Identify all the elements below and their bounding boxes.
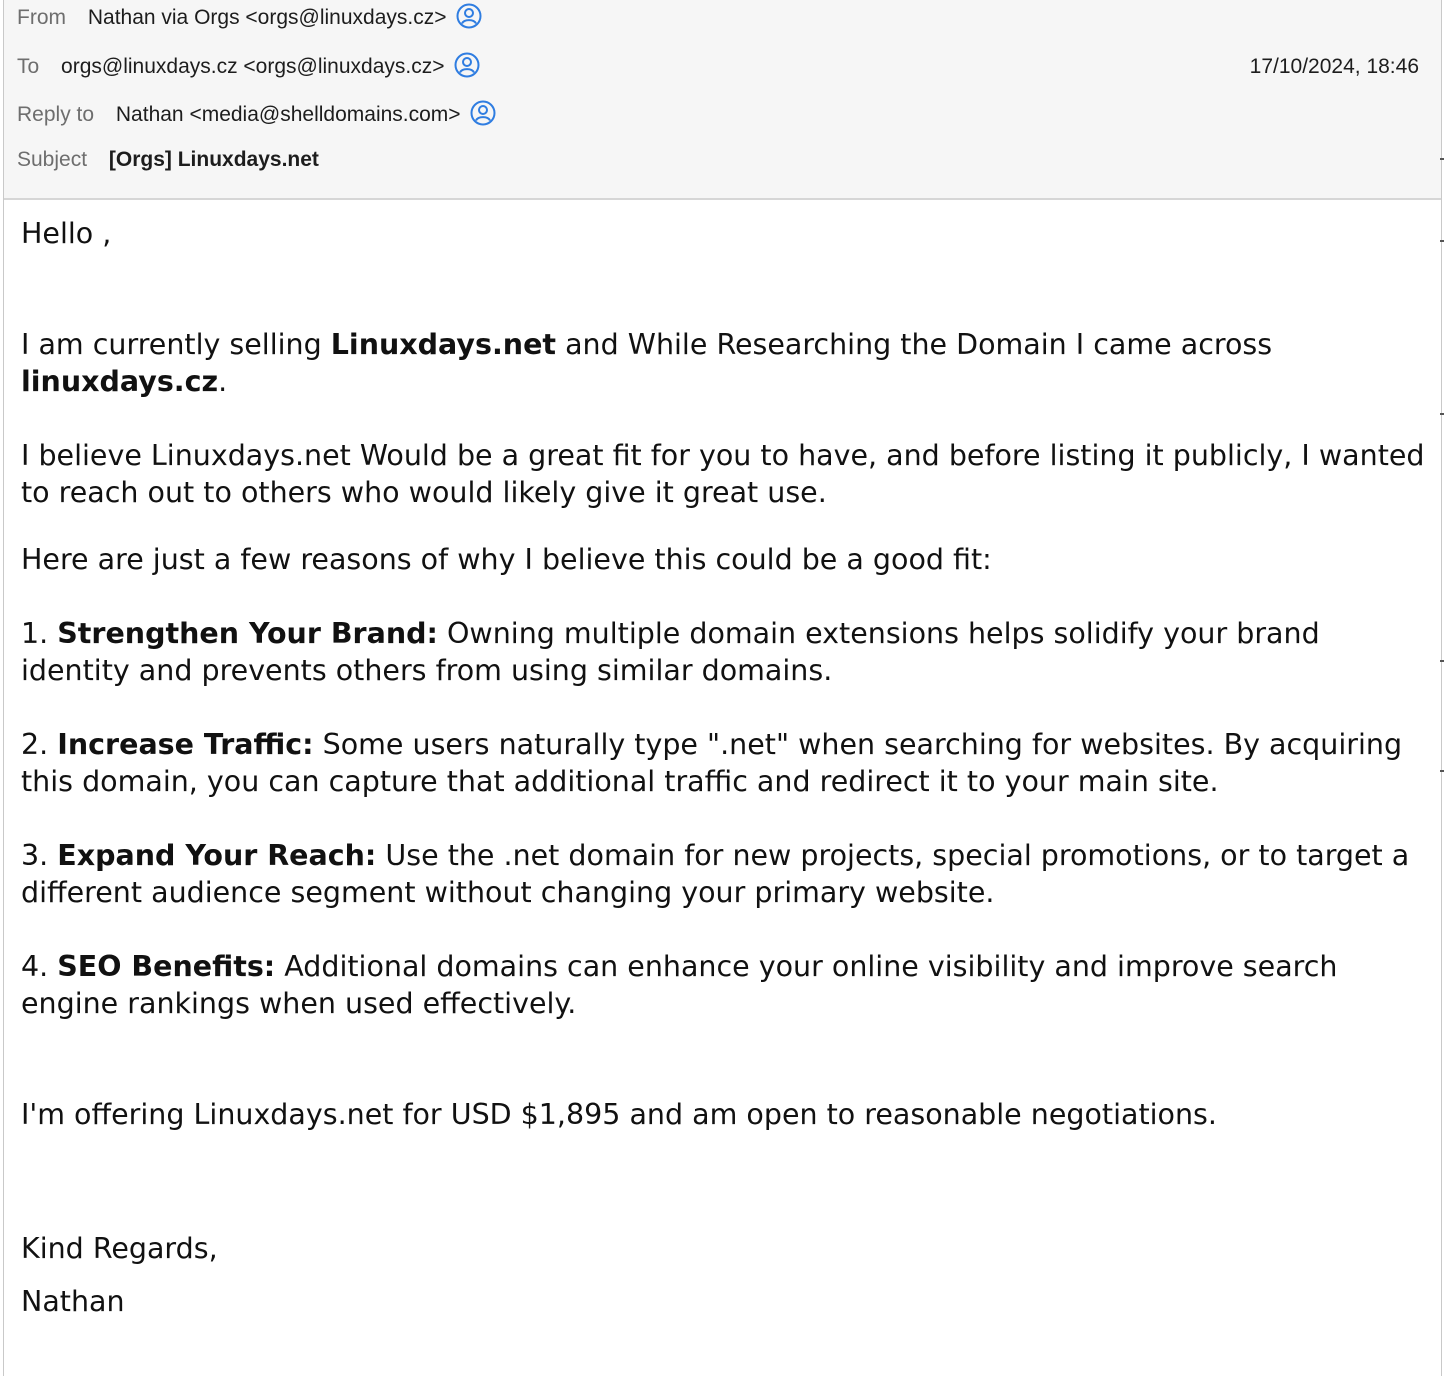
message-date: 17/10/2024, 18:46 (1249, 55, 1419, 78)
subject-row (17, 145, 319, 175)
edge-marker (1440, 413, 1444, 415)
from-row (17, 3, 482, 33)
message-header (4, 0, 1441, 200)
reason-item (21, 726, 1431, 800)
from-label: From (17, 6, 66, 29)
contact-icon[interactable] (454, 52, 480, 78)
reason-title: SEO Benefits: (57, 950, 276, 983)
reason-number: 3. (21, 839, 58, 872)
edge-marker (1440, 770, 1444, 772)
reason-title: Strengthen Your Brand: (57, 617, 438, 650)
edge-marker (1440, 158, 1444, 160)
intro-text: . (218, 365, 228, 398)
message-body (21, 215, 1431, 1320)
domain-for-sale: Linuxdays.net (330, 328, 557, 361)
reasons-intro: Here are just a few reasons of why I believe this could be a good fit: (21, 543, 992, 576)
intro-text: I am currently selling (21, 328, 331, 361)
reason-number: 1. (21, 617, 58, 650)
subject-text: [Orgs] Linuxdays.net (108, 148, 319, 171)
reply-to-address[interactable]: Nathan <media@shelldomains.com> (115, 103, 461, 126)
recipient-domain: linuxdays.cz (21, 365, 219, 398)
reason-title: Increase Traffic: (57, 728, 314, 761)
to-row (17, 52, 480, 82)
reply-to-label: Reply to (17, 103, 95, 126)
reason-text: Use the .net domain for new projects, special promotions, or to target a different audience segment without changing your primary website. (21, 839, 1410, 909)
reason-title: Expand Your Reach: (57, 839, 377, 872)
intro-paragraph (21, 326, 1431, 400)
reply-to-row (17, 100, 496, 130)
reason-number: 2. (21, 728, 58, 761)
signature: Nathan (21, 1285, 125, 1318)
reason-text: Additional domains can enhance your online visibility and improve search engine rankings when used effectively. (21, 950, 1338, 1020)
to-address[interactable]: orgs@linuxdays.cz <orgs@linuxdays.cz> (61, 55, 445, 78)
subject-label: Subject (17, 148, 88, 171)
reason-number: 4. (21, 950, 58, 983)
edge-marker (1440, 660, 1444, 662)
greeting: Hello , (21, 217, 112, 250)
email-message-window (3, 0, 1442, 1376)
reason-item (21, 948, 1431, 1022)
from-address[interactable]: Nathan via Orgs <orgs@linuxdays.cz> (87, 6, 447, 29)
reason-item (21, 837, 1431, 911)
reason-item (21, 615, 1431, 689)
offer-paragraph: I'm offering Linuxdays.net for USD $1,895 and am open to reasonable negotiations. (21, 1098, 1217, 1131)
closing: Kind Regards, (21, 1232, 218, 1265)
contact-icon[interactable] (456, 3, 482, 29)
intro-text: and While Researching the Domain I came across (556, 328, 1273, 361)
reason-text: Owning multiple domain extensions helps solidify your brand identity and prevents others from using similar domains. (21, 617, 1320, 687)
to-label: To (17, 55, 40, 78)
reason-text: Some users naturally type ".net" when searching for websites. By acquiring this domain, you can capture that additional traffic and redirect it to your main site. (21, 728, 1403, 798)
edge-marker (1440, 240, 1444, 242)
belief-paragraph: I believe Linuxdays.net Would be a great fit for you to have, and before listing it publicly, I wanted to reach out to others who would likely give it great use. (21, 439, 1425, 509)
contact-icon[interactable] (470, 100, 496, 126)
